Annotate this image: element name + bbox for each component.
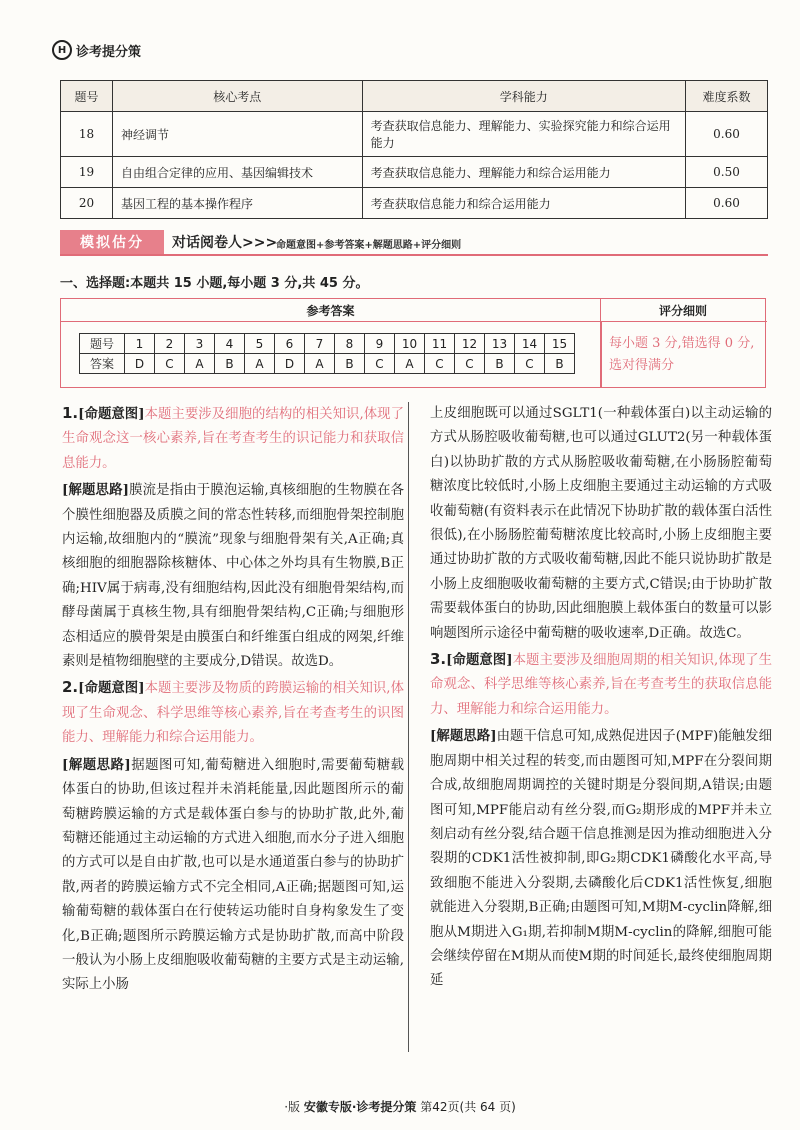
solution-text: 上皮细胞既可以通过SGLT1(一种载体蛋白)以主动运输的方式从肠腔吸收葡萄糖,也可以通过GLUT2(另一种载体蛋白)以协助扩散的方式从肠腔吸收葡萄糖,在小肠肠腔葡萄糖浓度比较低时,小肠上皮细胞主要通过主动运输的方式吸收葡萄糖(有资料表示在此情况下协助扩散的载体蛋白活性很低),在小肠肠腔葡萄糖浓度比较高时,小肠上皮细胞主要通过协助扩散的方式吸收葡萄糖,因此不能只说协助扩散是小肠上皮细胞吸收葡萄糖的主要方式,C错误;由于协助扩散需要载体蛋白的协助,因此细胞膜上载体蛋白的数量可以影响题图所示途径中葡萄糖的吸收速率,D正确。故选C。 (430, 406, 772, 641)
intent-tag: [命题意图] (78, 406, 145, 422)
intent-tag: [命题意图] (446, 652, 513, 669)
difficulty-coef: 0.60 (686, 112, 768, 157)
answer-number: 3 (185, 334, 215, 354)
brand-logo-mark: H (52, 40, 72, 60)
solution-text: 膜流是指由于膜泡运输,真核细胞的生物膜在各个膜性细胞器及质膜之间的常态性转移,而细胞骨架控制胞内运输,故细胞内的“膜流”现象与细胞骨架有关,A正确;真核细胞的细胞器除核糖体、中心体之外均具有生物膜,B正确;HIV属于病毒,没有细胞结构,因此没有细胞骨架结构,而酵母菌属于真核生物,具有细胞骨架结构,C正确;与细胞形态相适应的膜骨架是由膜蛋白和纤维蛋白组成的网架,纤维素则是植物细胞壁的主要成分,D错误。故选D。 (62, 483, 404, 670)
table-row (61, 157, 768, 188)
row-label: 答案 (80, 354, 125, 374)
ability: 考查获取信息能力、理解能力、实验探究能力和综合运用能力 (362, 112, 685, 157)
footer-brand: 安徽专版·诊考提分策 (303, 1100, 417, 1114)
q2-solution-continued (430, 402, 772, 646)
reference-answer-label: 参考答案 (61, 299, 601, 321)
q1-solution (62, 478, 404, 674)
row-label: 题号 (80, 334, 125, 354)
question-number: 3. (430, 650, 447, 669)
solution-tag: [解题思路] (62, 482, 129, 499)
answer-letter: B (545, 354, 575, 374)
question-number: 20 (61, 188, 113, 219)
brand-name: 诊考提分策 (76, 44, 142, 60)
answer-letter: C (365, 354, 395, 374)
difficulty-table (60, 80, 768, 219)
page-number: 第42页(共 64 页) (420, 1100, 516, 1114)
column-header: 难度系数 (686, 81, 768, 112)
question-number: 1. (62, 404, 79, 422)
question-number: 2. (62, 678, 79, 697)
left-column (62, 402, 404, 998)
column-divider (408, 402, 409, 1052)
answer-number: 12 (455, 334, 485, 354)
ability: 考查获取信息能力和综合运用能力 (362, 188, 685, 219)
intent-text: 本题主要涉及细胞周期的相关知识,体现了生命观念、科学思维等核心素养,旨在考查考生的获取信息能力、理解能力和综合运用能力。 (430, 653, 772, 717)
answer-letter: A (245, 354, 275, 374)
divider (600, 321, 602, 387)
intent-text: 本题主要涉及物质的跨膜运输的相关知识,体现了生命观念、科学思维等核心素养,旨在考查考生的识图能力、理解能力和综合运用能力。 (62, 681, 404, 746)
answer-letter: D (275, 354, 305, 374)
column-header: 题号 (61, 81, 113, 112)
answer-number: 10 (395, 334, 425, 354)
banner-subtitle: 命题意图+参考答案+解题思路+评分细则 (276, 240, 462, 251)
answer-letter: B (215, 354, 245, 374)
footer-mark: ·版 (284, 1100, 301, 1114)
answer-table (79, 333, 575, 374)
table-row (61, 112, 768, 157)
solution-tag: [解题思路] (62, 756, 131, 773)
answer-number: 6 (275, 334, 305, 354)
answer-letter: C (455, 354, 485, 374)
difficulty-coef: 0.50 (686, 157, 768, 188)
answer-number: 4 (215, 334, 245, 354)
solution-text: 据题图可知,葡萄糖进入细胞时,需要葡萄糖载体蛋白的协助,但该过程并未消耗能量,因此题图所示的葡萄糖跨膜运输的方式是载体蛋白参与的协助扩散,此外,葡萄糖还能通过主动运输的方式进入细胞,而水分子进入细胞的方式可以是自由扩散,也可以是水通道蛋白参与的协助扩散,两者的跨膜运输方式不完全相同,A正确;据题图可知,运输葡萄糖的载体蛋白在行使转运功能时自身构象发生了变化,B正确;题图所示跨膜运输方式是协助扩散,而高中阶段一般认为小肠上皮细胞吸收葡萄糖的主要方式是主动运输,实际上小肠 (62, 757, 404, 993)
answer-letter: C (515, 354, 545, 374)
brand-logo (52, 40, 141, 60)
ability: 考查获取信息能力、理解能力和综合运用能力 (362, 157, 685, 188)
answer-number: 9 (365, 334, 395, 354)
q2-solution (62, 753, 404, 998)
solution-tag: [解题思路] (430, 728, 497, 745)
answer-box-header (61, 299, 767, 322)
difficulty-coef: 0.60 (686, 188, 768, 219)
answer-number: 1 (125, 334, 155, 354)
answer-number: 14 (515, 334, 545, 354)
right-column (430, 402, 772, 994)
section-banner (60, 230, 768, 256)
answer-box (60, 298, 766, 388)
answer-letter: D (125, 354, 155, 374)
answer-letter: B (485, 354, 515, 374)
answer-number: 11 (425, 334, 455, 354)
answer-letter: A (305, 354, 335, 374)
q1-intent (62, 402, 404, 476)
page-footer (0, 1098, 800, 1115)
answer-letter-row (80, 354, 575, 374)
section-title: 一、选择题:本题共 15 小题,每小题 3 分,共 45 分。 (60, 276, 369, 291)
scoring-rule: 每小题 3 分,错选得 0 分,选对得满分 (609, 336, 755, 373)
answer-number: 2 (155, 334, 185, 354)
answer-letter: A (395, 354, 425, 374)
column-header: 核心考点 (112, 81, 362, 112)
answer-number: 13 (485, 334, 515, 354)
solution-text: 由题干信息可知,成熟促进因子(MPF)能触发细胞周期中相关过程的转变,而由题图可知,MPF在分裂间期合成,故细胞周期调控的关键时期是分裂间期,A错误;由题图可知,MPF能启动有丝分裂,而G₂期形成的MPF并未立刻启动有丝分裂,结合题干信息推测是因为推动细胞进入分裂期的CDK1活性被抑制,即G₂期CDK1磷酸化水平高,导致细胞不能进入分裂期,去磷酸化后CDK1活性恢复,细胞就能进入分裂期,B正确;由题图可知,M期M-cyclin降解,细胞从M期进入G₁期,若抑制M期M-cyclin的降解,细胞可能会继续停留在M期从而使M期的时间延长,最终使细胞周期延 (430, 729, 773, 989)
answer-number: 5 (245, 334, 275, 354)
table-header-row (61, 81, 768, 112)
banner-tag: 模拟估分 (60, 230, 164, 254)
answer-letter: B (335, 354, 365, 374)
answer-number: 7 (305, 334, 335, 354)
answer-letter: C (425, 354, 455, 374)
answer-number-row (80, 334, 575, 354)
banner-title: 对话阅卷人>>> (172, 235, 278, 251)
answer-letter: C (155, 354, 185, 374)
answer-number: 15 (545, 334, 575, 354)
core-topic: 自由组合定律的应用、基因编辑技术 (112, 157, 362, 188)
q2-intent (62, 676, 404, 750)
q3-solution (430, 724, 772, 993)
scoring-label: 评分细则 (658, 303, 707, 318)
core-topic: 基因工程的基本操作程序 (112, 188, 362, 219)
intent-tag: [命题意图] (78, 680, 145, 697)
column-header: 学科能力 (362, 81, 685, 112)
intent-text: 本题主要涉及细胞的结构的相关知识,体现了生命观念这一核心素养,旨在考查考生的识记能力和获取信息能力。 (62, 407, 404, 471)
q3-intent (430, 648, 772, 722)
answer-number: 8 (335, 334, 365, 354)
question-number: 19 (61, 157, 113, 188)
core-topic: 神经调节 (112, 112, 362, 157)
table-row (61, 188, 768, 219)
question-number: 18 (61, 112, 113, 157)
answer-letter: A (185, 354, 215, 374)
